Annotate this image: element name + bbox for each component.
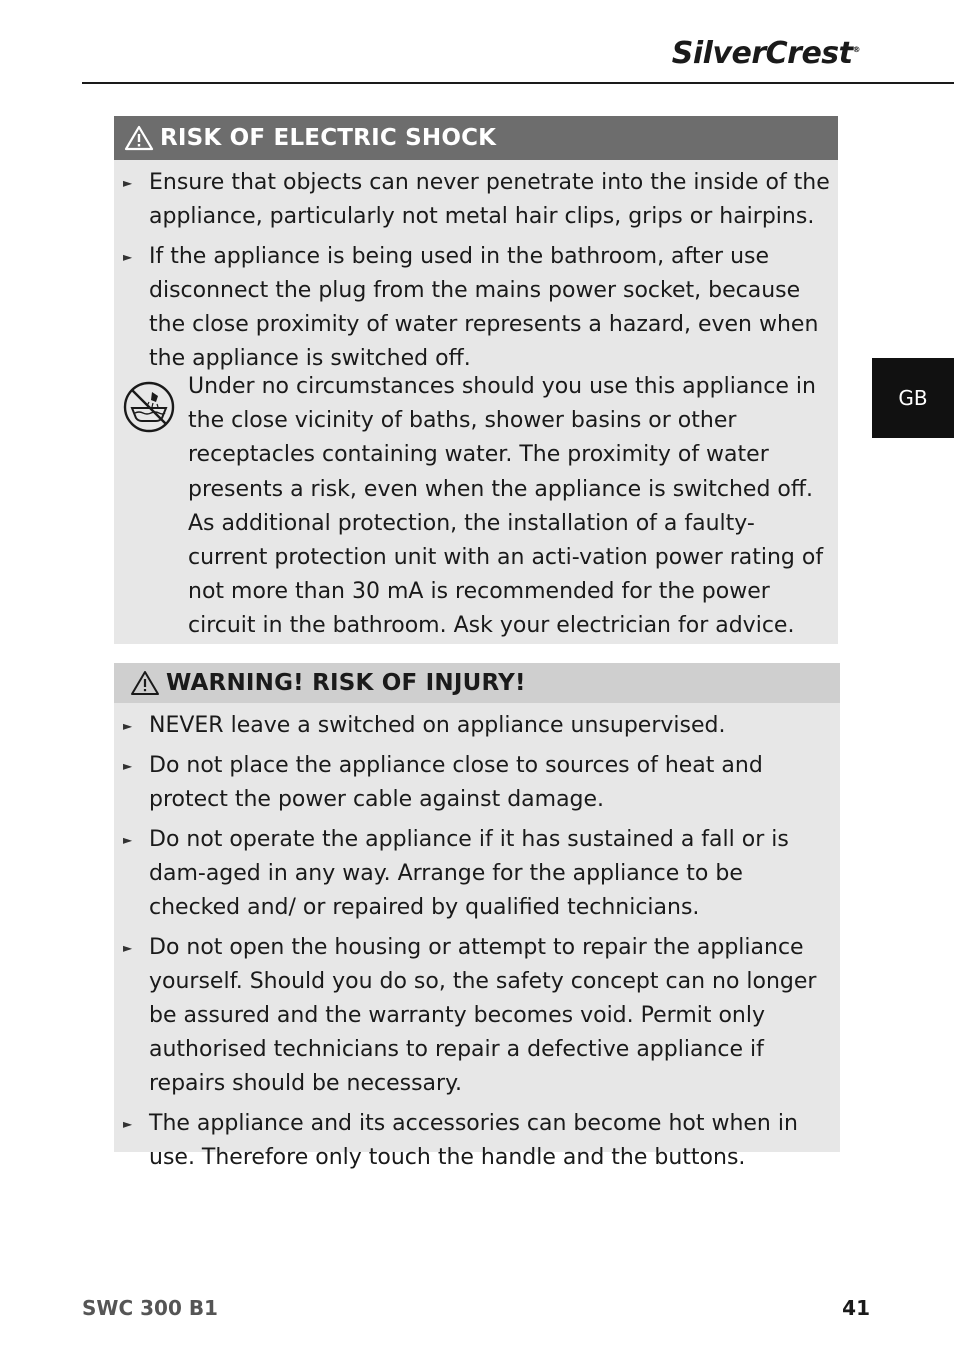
electric-shock-section — [114, 116, 838, 644]
section-header — [114, 663, 840, 703]
no-use-near-bath-icon — [122, 380, 176, 434]
list-item-text: Do not place the appliance close to sources of heat and protect the power cable against damage. — [149, 753, 763, 812]
warning-triangle-icon — [130, 670, 160, 696]
language-tab-label: GB — [898, 386, 928, 410]
section-title: WARNING! RISK OF INJURY! — [166, 670, 526, 696]
page-number: 41 — [842, 1296, 870, 1320]
arrow-bullet-icon: ► — [123, 941, 133, 955]
footer-model-number: SWC 300 B1 — [82, 1296, 218, 1320]
arrow-bullet-icon: ► — [123, 759, 133, 773]
list-item-text: Do not open the housing or attempt to repair the appliance yourself. Should you do so, the safety concept can no longer be assured and the warranty becomes void. Permit only authorised technicians to repair a defective appliance if repairs should be necessary. — [149, 935, 817, 1096]
list-item-text: The appliance and its accessories can become hot when in use. Therefore only touch the handle and the buttons. — [149, 1111, 798, 1170]
list-item-text: Ensure that objects can never penetrate into the inside of the appliance, particularly not metal hair clips, grips or hairpins. — [149, 170, 830, 229]
header-rule — [82, 82, 954, 84]
arrow-bullet-icon: ► — [123, 719, 133, 733]
risk-of-injury-section — [114, 663, 840, 1170]
bullet-list — [114, 709, 840, 1175]
list-item — [114, 931, 840, 1101]
section-title: RISK OF ELECTRIC SHOCK — [160, 125, 497, 151]
list-item — [114, 709, 840, 743]
list-item — [114, 240, 838, 376]
bath-warning-note — [122, 370, 832, 644]
list-item — [114, 166, 838, 234]
section-header — [114, 116, 838, 160]
arrow-bullet-icon: ► — [123, 1117, 133, 1131]
list-item-text: If the appliance is being used in the bathroom, after use disconnect the plug from the mains power socket, because the close proximity of water represents a hazard, even when the appliance is switched off. — [149, 244, 819, 371]
arrow-bullet-icon: ► — [123, 833, 133, 847]
language-tab — [872, 358, 954, 438]
list-item-text: NEVER leave a switched on appliance unsupervised. — [149, 713, 726, 738]
list-item — [114, 749, 840, 817]
bath-warning-text: Under no circumstances should you use this appliance in the close vicinity of baths, shower basins or other receptacles containing water. The proximity of water presents a risk, even when the appliance is switched off. As additional protection, the installation of a faulty-current protection unit with an acti-vation power rating of not more than 30 mA is recommended for the power circuit in the bathroom. Ask your electrician for advice. — [188, 374, 824, 639]
registered-mark: ® — [852, 45, 860, 54]
brand-name: SilverCrest — [671, 36, 853, 71]
arrow-bullet-icon: ► — [123, 250, 133, 264]
list-item — [114, 1107, 840, 1175]
brand-logo — [672, 36, 860, 71]
list-item-text: Do not operate the appliance if it has sustained a fall or is dam-aged in any way. Arrange for the appliance to be checked and/ or repaired by qualified technicians. — [149, 827, 789, 920]
bullet-list — [114, 166, 838, 376]
list-item — [114, 823, 840, 925]
warning-triangle-icon — [124, 125, 154, 151]
arrow-bullet-icon: ► — [123, 176, 133, 190]
